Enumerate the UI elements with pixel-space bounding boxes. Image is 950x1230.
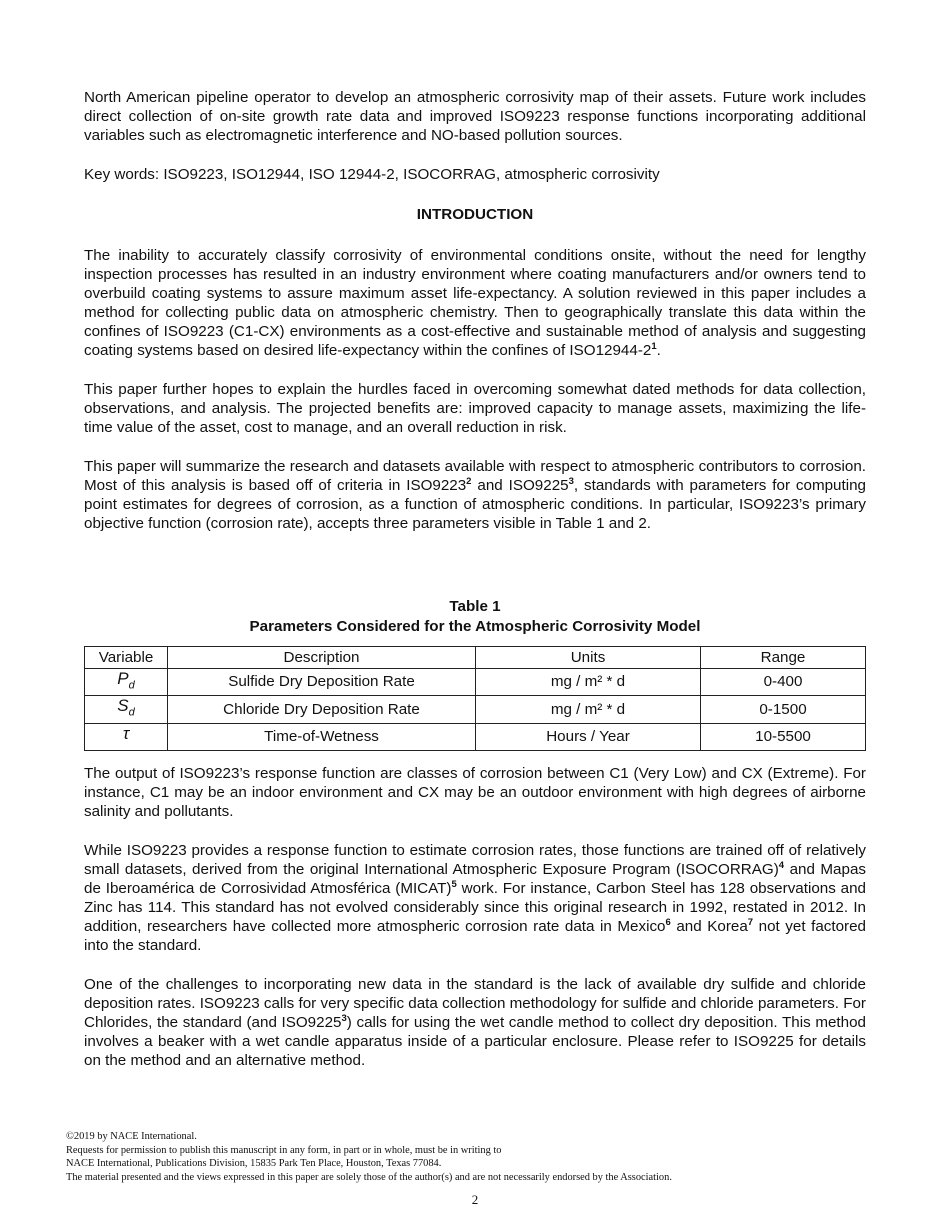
reference-superscript: 5 — [451, 878, 457, 890]
footer-line: The material presented and the views expressed in this paper are solely those of the author(s) and are not necessarily endorsed by the Association. — [66, 1171, 672, 1183]
range-cell: 0-400 — [701, 669, 866, 696]
body-paragraph — [84, 88, 866, 145]
paragraph-text: . — [656, 342, 661, 359]
after-table-section — [84, 764, 866, 1070]
variable-symbol: S — [117, 696, 129, 716]
introduction-section — [84, 205, 866, 533]
paragraph-text: and ISO9225 — [471, 477, 569, 494]
reference-superscript: 6 — [665, 916, 671, 928]
paragraph-text: and Mapas de Iberoamérica de Corrosividad Atmosférica (MICAT) — [84, 861, 866, 897]
body-paragraph — [84, 457, 866, 533]
paragraph-text: One of the challenges to incorporating new data in the standard is the lack of available dry sulfide and chloride deposition rates. ISO9223 calls for very specific data collection methodology for sulfide and chloride parameters. For Chlorides, the standard (and ISO9225 — [84, 976, 866, 1031]
reference-superscript: 4 — [778, 859, 785, 871]
paragraph-text: The output of ISO9223’s response function are classes of corrosion between C1 (Very Low) and CX (Extreme). For instance, C1 may be an indoor environment and CX may be an outdoor environment with high degrees of airborne salinity and pollutants. — [84, 765, 866, 820]
table-title: Parameters Considered for the Atmospheric Corrosivity Model — [249, 618, 701, 635]
section-heading-introduction: INTRODUCTION — [416, 206, 534, 223]
header-variable: Variable — [85, 647, 168, 669]
range-cell: 10-5500 — [701, 723, 866, 750]
units-cell: mg / m² * d — [476, 669, 701, 696]
reference-superscript: 1 — [651, 340, 657, 352]
body-paragraph — [84, 841, 866, 955]
description-cell: Time-of-Wetness — [168, 723, 476, 750]
table-row — [85, 696, 866, 723]
paragraph-text: ) calls for using the wet candle method to collect dry deposition. This method involves a beaker with a wet candle apparatus inside of a particular enclosure. Please refer to ISO9225 for details on the method and an alternative method. — [84, 1014, 866, 1069]
variable-symbol: τ — [122, 723, 130, 743]
description-cell: Chloride Dry Deposition Rate — [168, 696, 476, 723]
body-paragraph — [84, 165, 866, 184]
paragraph-text: and Korea — [670, 918, 748, 935]
footer-line: NACE International, Publications Division, 15835 Park Ten Place, Houston, Texas 77084. — [66, 1158, 442, 1170]
reference-superscript: 2 — [466, 475, 472, 487]
units-cell: Hours / Year — [476, 723, 701, 750]
top-section — [84, 88, 866, 184]
paragraph-text: The inability to accurately classify corrosivity of environmental conditions onsite, without the need for lengthy inspection processes has resulted in an industry environment where coating manufacturers and/or owners tend to overbuild coating systems to assure maximum asset life-expectancy. A solution reviewed in this paper includes a method for collecting public data on atmospheric chemistry. Then to geographically translate this data within the confines of ISO9223 (C1-CX) environments as a cost-effective and sustainable method of analysis and suggesting coating systems based on desired life-expectancy within the confines of ISO12944-2 — [84, 247, 866, 359]
reference-superscript: 3 — [341, 1012, 347, 1024]
paragraph-text: This paper will summarize the research and datasets available with respect to atmospheric contributors to corrosion. Most of this analysis is based off of criteria in ISO9223 — [84, 458, 866, 494]
paragraph-text: , standards with parameters for computing point estimates for degrees of corrosion, as a function of atmospheric conditions. In particular, ISO9223’s primary objective function (corrosion rate), accepts three parameters visible in Table 1 and 2. — [84, 477, 866, 532]
table-row — [85, 669, 866, 696]
body-paragraph — [84, 246, 866, 360]
footer-line: ©2019 by NACE International. — [66, 1131, 197, 1142]
header-units: Units — [476, 647, 701, 669]
table-1 — [84, 597, 866, 751]
units-cell: mg / m² * d — [476, 696, 701, 723]
variable-symbol: P — [117, 669, 129, 688]
table-row — [85, 723, 866, 750]
top-paragraphs — [84, 88, 866, 184]
paragraph-text: not yet factored into the standard. — [84, 918, 866, 954]
body-paragraph — [84, 380, 866, 437]
header-description: Description — [168, 647, 476, 669]
table-header-row — [85, 647, 866, 669]
paragraph-text: Key words: ISO9223, ISO12944, ISO 12944-2, ISOCORRAG, atmospheric corrosivity — [84, 166, 660, 183]
table-number: Table 1 — [449, 598, 501, 615]
variable-cell — [85, 696, 168, 723]
variable-subscript: d — [128, 679, 135, 692]
reference-superscript: 7 — [747, 916, 754, 928]
paragraph-text: work. For instance, Carbon Steel has 128 observations and Zinc has 114. This standard has not evolved considerably since this original research in 1992, restated in 2012. In addition, researchers have collected more atmospheric corrosion rate data in Mexico — [84, 880, 866, 935]
variable-cell — [85, 723, 168, 750]
after-table-paragraphs — [84, 764, 866, 1070]
body-paragraph — [84, 975, 866, 1070]
reference-superscript: 3 — [568, 475, 574, 487]
paragraph-text: North American pipeline operator to develop an atmospheric corrosivity map of their assets. Future work includes direct collection of on-site growth rate data and improved ISO9223 response functions incorporating additional variables such as electromagnetic interference and NO-based pollution sources. — [84, 89, 866, 144]
paragraph-text: While ISO9223 provides a response function to estimate corrosion rates, those functions are trained off of relatively small datasets, derived from the original International Atmospheric Exposure Program (ISOCORRAG) — [84, 842, 866, 878]
variable-cell — [85, 669, 168, 696]
footer-line: Requests for permission to publish this manuscript in any form, in part or in whole, must be in writing to — [66, 1144, 502, 1156]
variable-subscript: d — [128, 706, 135, 719]
body-paragraph — [84, 764, 866, 821]
paragraph-text: This paper further hopes to explain the hurdles faced in overcoming somewhat dated methods for data collection, observations, and analysis. The projected benefits are: improved capacity to manage assets, maximizing the life-time value of the asset, cost to manage, and an overall reduction in risk. — [84, 381, 866, 436]
description-cell: Sulfide Dry Deposition Rate — [168, 669, 476, 696]
range-cell: 0-1500 — [701, 696, 866, 723]
intro-paragraphs — [84, 246, 866, 533]
page-number: 2 — [471, 1192, 479, 1207]
header-range: Range — [701, 647, 866, 669]
copyright-footer — [66, 1130, 672, 1184]
parameters-table — [84, 646, 866, 751]
